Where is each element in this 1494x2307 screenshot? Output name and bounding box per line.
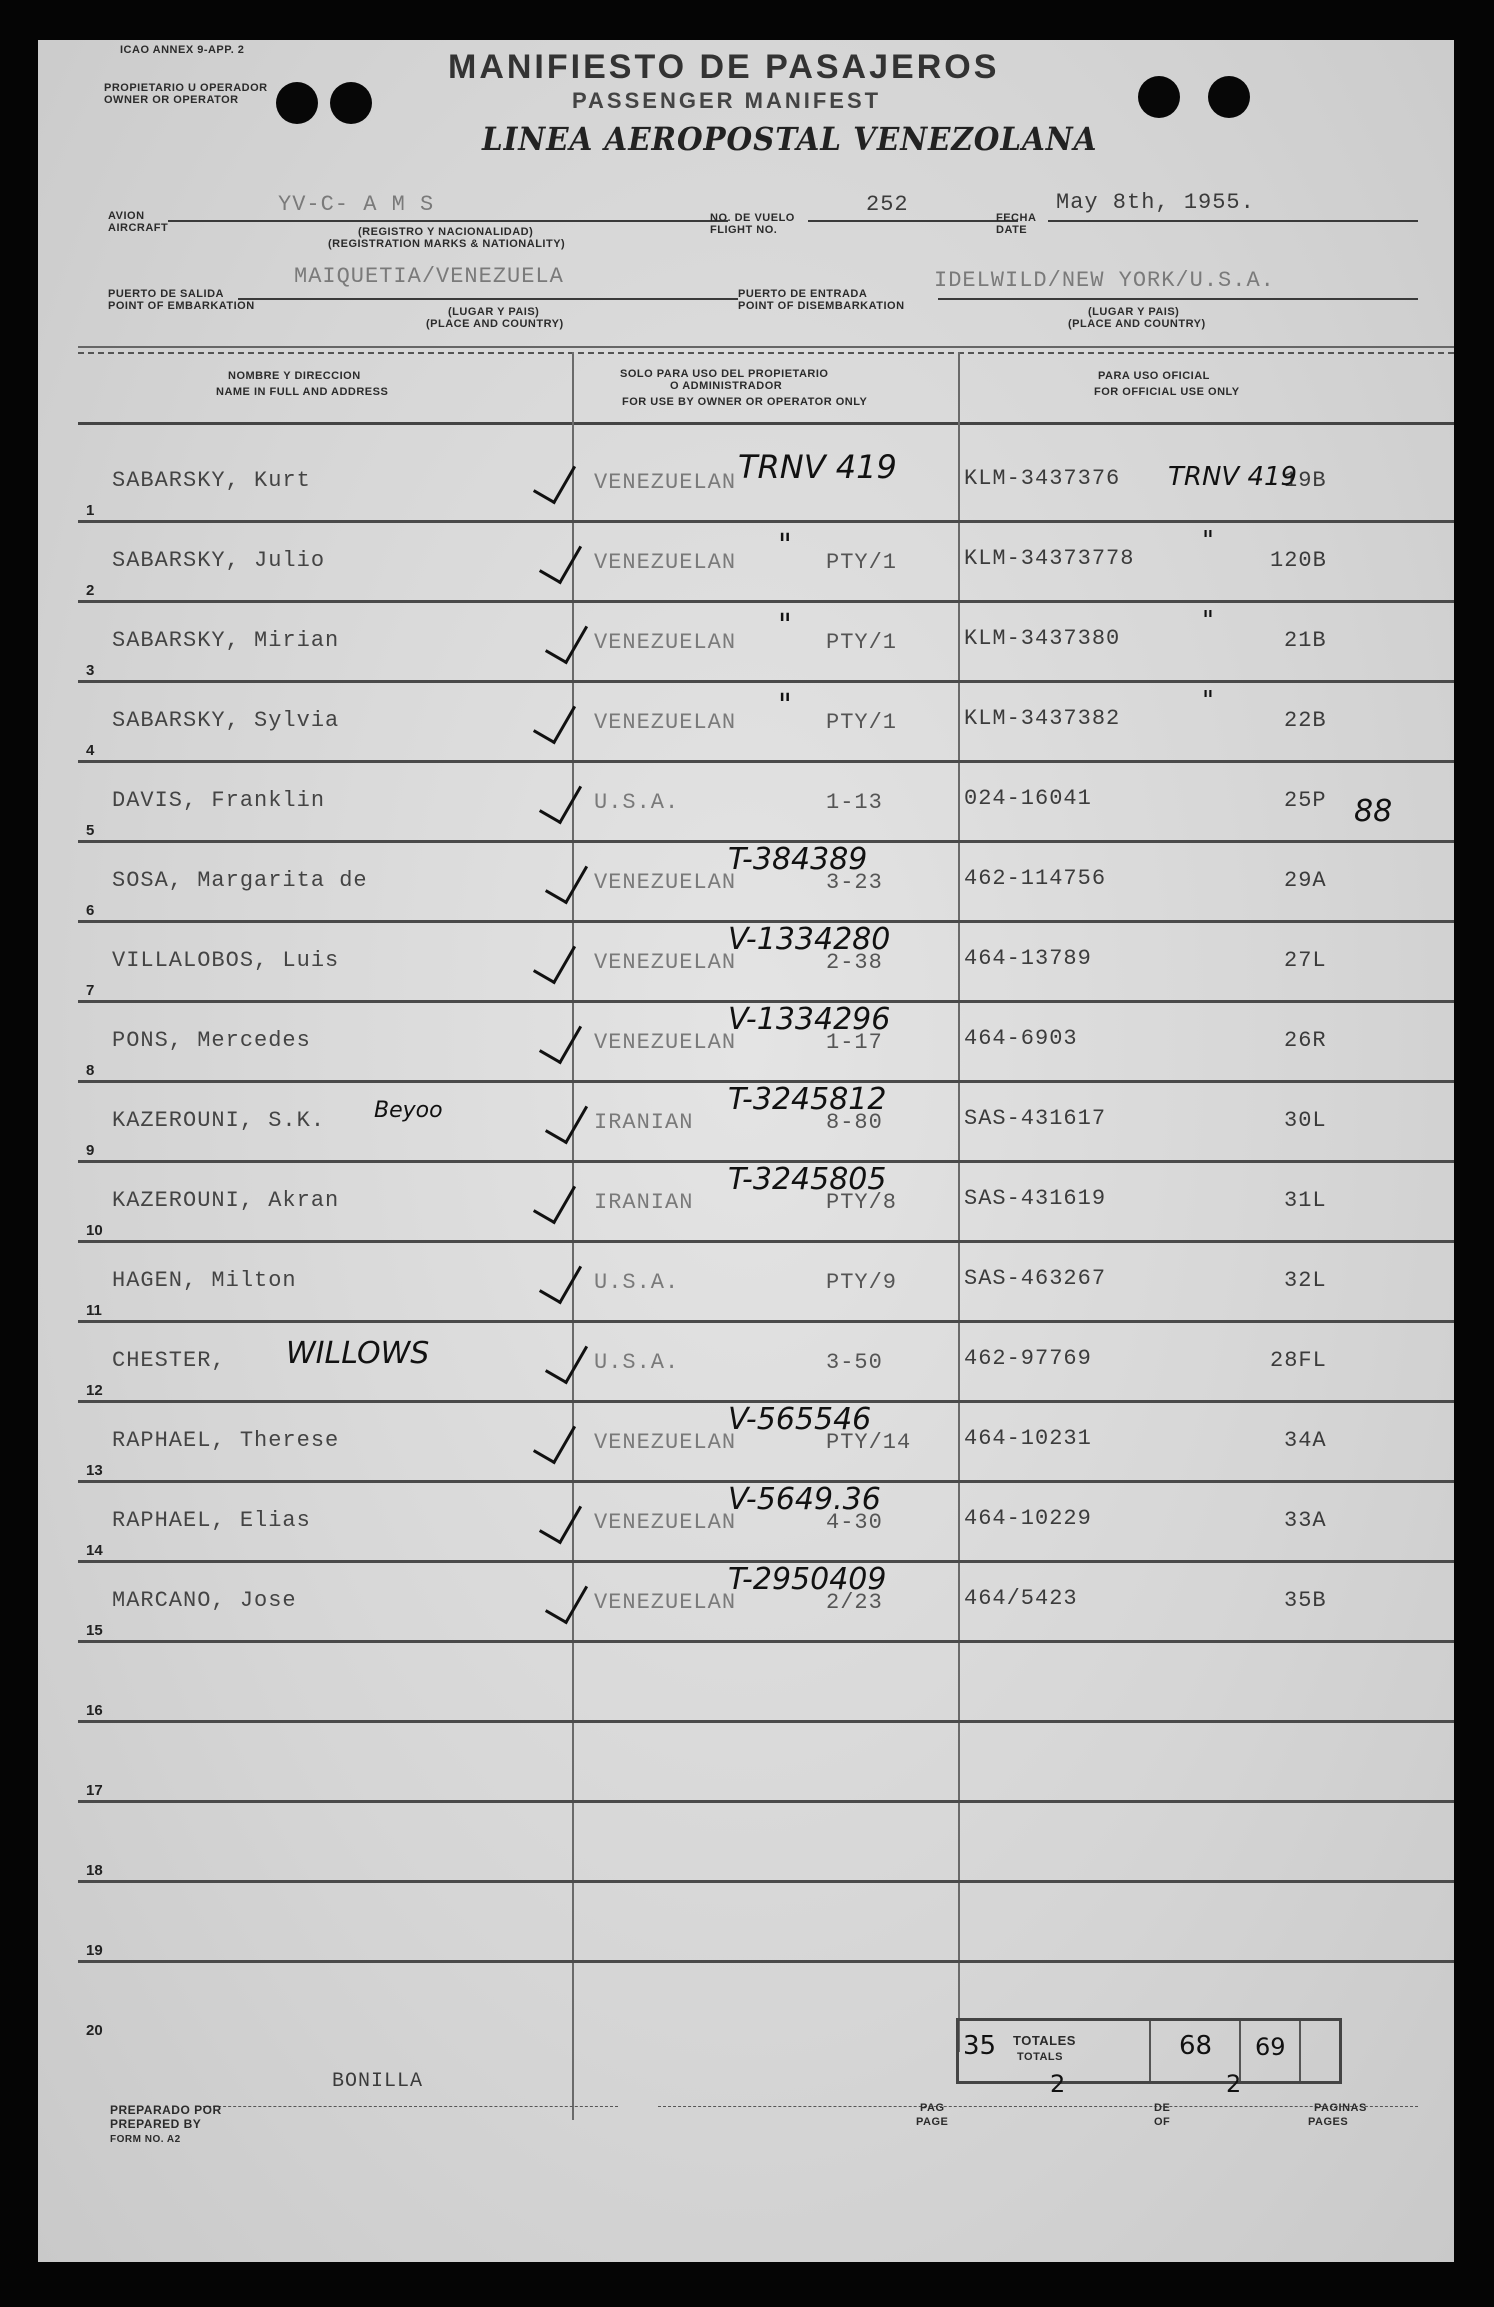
disembark-value: IDELWILD/NEW YORK/U.S.A.	[934, 268, 1275, 293]
airline-name: LINEA AEROPOSTAL VENEZOLANA	[482, 120, 1098, 158]
row-number: 7	[86, 982, 95, 999]
document-code: 8-80	[826, 1110, 883, 1135]
document-code: 2/23	[826, 1590, 883, 1615]
row-number: 1	[86, 502, 95, 519]
check-mark	[539, 1255, 582, 1305]
ticket-number: KLM-3437376	[964, 466, 1121, 491]
passenger-nationality: VENEZUELAN	[594, 470, 737, 495]
disembark-label-en: POINT OF DISEMBARKATION	[738, 300, 905, 312]
flight-value: 252	[866, 192, 909, 217]
passenger-name: HAGEN, Milton	[112, 1268, 297, 1293]
ticket-number: 464-10231	[964, 1426, 1092, 1451]
ticket-number: KLM-3437380	[964, 626, 1121, 651]
side-note: 88	[1354, 794, 1393, 829]
passenger-name: SABARSKY, Kurt	[112, 468, 311, 493]
punch-hole	[330, 82, 372, 124]
row-divider	[78, 600, 1454, 603]
row-number: 2	[86, 582, 95, 599]
document-code: 1-13	[826, 790, 883, 815]
prepared-label-en: PREPARED BY	[110, 2117, 202, 2131]
seat-number: 28FL	[1270, 1348, 1327, 1373]
of-value: 2	[1226, 2070, 1242, 2098]
row-divider	[78, 1960, 1454, 1963]
handwritten-note: V-565546	[728, 1402, 872, 1437]
passenger-nationality: VENEZUELAN	[594, 550, 737, 575]
seat-number: 22B	[1284, 708, 1327, 733]
total-a: 35	[963, 2031, 997, 2061]
aircraft-sub-es: (REGISTRO Y NACIONALIDAD)	[358, 226, 534, 238]
preparer-name: BONILLA	[332, 2070, 424, 2093]
handwritten-note: WILLOWS	[286, 1336, 430, 1371]
row-number: 20	[86, 2022, 103, 2039]
row-divider	[78, 1880, 1454, 1883]
total-c: 69	[1255, 2033, 1286, 2061]
pages-label-es: PAGINAS	[1314, 2102, 1367, 2114]
check-mark	[539, 775, 582, 825]
handwritten-note: "	[778, 528, 792, 563]
row-number: 5	[86, 822, 95, 839]
handwritten-note: "	[778, 608, 792, 643]
row-number: 8	[86, 1062, 95, 1079]
passenger-nationality: VENEZUELAN	[594, 710, 737, 735]
aircraft-label-es: AVION	[108, 210, 145, 222]
page-value: 2	[1050, 2070, 1066, 2098]
passenger-nationality: IRANIAN	[594, 1190, 694, 1215]
row-number: 9	[86, 1142, 95, 1159]
check-mark	[539, 1015, 582, 1065]
totals-label-en: TOTALS	[1017, 2051, 1063, 2063]
handwritten-note: "	[1202, 526, 1214, 556]
document-code: 3-50	[826, 1350, 883, 1375]
punch-hole	[1208, 76, 1250, 118]
row-divider	[78, 1720, 1454, 1723]
ticket-number: 464-13789	[964, 946, 1092, 971]
date-label-en: DATE	[996, 224, 1028, 236]
row-divider	[78, 760, 1454, 763]
check-mark	[533, 695, 576, 745]
passenger-nationality: U.S.A.	[594, 1350, 680, 1375]
embark-label-es: PUERTO DE SALIDA	[108, 288, 224, 300]
title-en: PASSENGER MANIFEST	[572, 88, 882, 113]
handwritten-note: "	[778, 688, 792, 723]
passenger-name: SABARSKY, Sylvia	[112, 708, 340, 733]
pages-label-en: PAGES	[1308, 2116, 1349, 2128]
punch-hole	[1138, 76, 1180, 118]
document-code: 1-17	[826, 1030, 883, 1055]
handwritten-note: V-1334296	[728, 1002, 891, 1037]
check-mark	[539, 1495, 582, 1545]
passenger-nationality: VENEZUELAN	[594, 1430, 737, 1455]
seat-number: 34A	[1284, 1428, 1327, 1453]
owner-label-es: PROPIETARIO U OPERADOR	[104, 82, 268, 94]
ticket-number: SAS-431617	[964, 1106, 1107, 1131]
passenger-name: DAVIS, Franklin	[112, 788, 326, 813]
check-mark	[545, 1575, 588, 1625]
manifest-paper	[38, 40, 1454, 2262]
passenger-name: SABARSKY, Mirian	[112, 628, 340, 653]
form-code: ICAO ANNEX 9-APP. 2	[120, 44, 245, 56]
check-mark	[533, 455, 576, 505]
passenger-nationality: VENEZUELAN	[594, 1590, 737, 1615]
row-divider	[78, 1800, 1454, 1803]
seat-number: 21B	[1284, 628, 1327, 653]
embark-value: MAIQUETIA/VENEZUELA	[294, 264, 564, 289]
handwritten-note: "	[1202, 686, 1214, 716]
aircraft-value: YV-C- A M S	[278, 192, 435, 217]
handwritten-note: V-5649.36	[728, 1482, 881, 1517]
ticket-number: KLM-34373778	[964, 546, 1135, 571]
row-number: 11	[86, 1302, 102, 1319]
row-divider	[78, 1320, 1454, 1323]
document-code: PTY/8	[826, 1190, 898, 1215]
col-owner-es2: O ADMINISTRADOR	[670, 380, 783, 392]
check-mark	[545, 1335, 588, 1385]
seat-number: 25P	[1284, 788, 1327, 813]
embark-sub-es: (LUGAR Y PAIS)	[448, 306, 540, 318]
check-mark	[533, 935, 576, 985]
date-value: May 8th, 1955.	[1056, 190, 1255, 215]
page-label-en: PAGE	[916, 2116, 949, 2128]
row-number: 19	[86, 1942, 103, 1959]
row-number: 13	[86, 1462, 103, 1479]
ticket-number: 462-114756	[964, 866, 1107, 891]
col-owner-es1: SOLO PARA USO DEL PROPIETARIO	[620, 368, 829, 380]
row-divider	[78, 680, 1454, 683]
seat-number: 35B	[1284, 1588, 1327, 1613]
seat-number: 27L	[1284, 948, 1327, 973]
ticket-number: 464-6903	[964, 1026, 1078, 1051]
ticket-number: SAS-431619	[964, 1186, 1107, 1211]
seat-number: 30L	[1284, 1108, 1327, 1133]
row-number: 10	[86, 1222, 103, 1239]
handwritten-note: V-1334280	[728, 922, 891, 957]
row-number: 3	[86, 662, 95, 679]
embark-sub-en: (PLACE AND COUNTRY)	[426, 318, 564, 330]
col-official-en: FOR OFFICIAL USE ONLY	[1094, 386, 1240, 398]
row-number: 15	[86, 1622, 103, 1639]
date-label-es: FECHA	[996, 212, 1037, 224]
totals-label-es: TOTALES	[1013, 2033, 1076, 2048]
document-code: PTY/1	[826, 630, 898, 655]
passenger-nationality: VENEZUELAN	[594, 1510, 737, 1535]
handwritten-note: T-2950409	[728, 1562, 887, 1597]
passenger-name: MARCANO, Jose	[112, 1588, 297, 1613]
check-mark	[545, 1095, 588, 1145]
passenger-name: RAPHAEL, Therese	[112, 1428, 340, 1453]
document-code: PTY/14	[826, 1430, 912, 1455]
row-divider	[78, 1240, 1454, 1243]
row-number: 16	[86, 1702, 103, 1719]
owner-label-en: OWNER OR OPERATOR	[104, 94, 239, 106]
document-code: 3-23	[826, 870, 883, 895]
seat-number: 32L	[1284, 1268, 1327, 1293]
embark-label-en: POINT OF EMBARKATION	[108, 300, 255, 312]
disembark-sub-en: (PLACE AND COUNTRY)	[1068, 318, 1206, 330]
seat-number: 33A	[1284, 1508, 1327, 1533]
row-number: 18	[86, 1862, 103, 1879]
handwritten-note: TRNV 419	[738, 448, 897, 486]
passenger-nationality: VENEZUELAN	[594, 950, 737, 975]
passenger-name: RAPHAEL, Elias	[112, 1508, 311, 1533]
passenger-nationality: U.S.A.	[594, 790, 680, 815]
seat-number: 19B	[1284, 468, 1327, 493]
row-number: 4	[86, 742, 95, 759]
passenger-nationality: VENEZUELAN	[594, 870, 737, 895]
col-name-es: NOMBRE Y DIRECCION	[228, 370, 361, 382]
ticket-number: 462-97769	[964, 1346, 1092, 1371]
disembark-sub-es: (LUGAR Y PAIS)	[1088, 306, 1180, 318]
passenger-nationality: IRANIAN	[594, 1110, 694, 1135]
document-code: PTY/1	[826, 550, 898, 575]
flight-label-es: NO. DE VUELO	[710, 212, 795, 224]
document-code: PTY/1	[826, 710, 898, 735]
col-official-es: PARA USO OFICIAL	[1098, 370, 1210, 382]
punch-hole	[276, 82, 318, 124]
row-number: 14	[86, 1542, 103, 1559]
flight-label-en: FLIGHT NO.	[710, 224, 778, 236]
row-divider	[78, 1640, 1454, 1643]
ticket-number: 024-16041	[964, 786, 1092, 811]
ticket-number: SAS-463267	[964, 1266, 1107, 1291]
check-mark	[545, 615, 588, 665]
of-label-en: OF	[1154, 2116, 1171, 2128]
document-code: PTY/9	[826, 1270, 898, 1295]
passenger-name: SOSA, Margarita de	[112, 868, 368, 893]
passenger-nationality: VENEZUELAN	[594, 1030, 737, 1055]
title-es: MANIFIESTO DE PASAJEROS	[448, 48, 1000, 86]
prepared-label-es: PREPARADO POR	[110, 2103, 222, 2117]
handwritten-note: "	[1202, 606, 1214, 636]
document-code: 4-30	[826, 1510, 883, 1535]
handwritten-note: TRNV 419	[1168, 462, 1298, 492]
row-number: 12	[86, 1382, 103, 1399]
passenger-nationality: U.S.A.	[594, 1270, 680, 1295]
passenger-name: CHESTER,	[112, 1348, 226, 1373]
passenger-name: PONS, Mercedes	[112, 1028, 311, 1053]
handwritten-note: T-3245812	[728, 1082, 887, 1117]
row-number: 17	[86, 1782, 103, 1799]
document-code: 2-38	[826, 950, 883, 975]
seat-number: 31L	[1284, 1188, 1327, 1213]
total-b: 68	[1179, 2031, 1213, 2061]
ticket-number: KLM-3437382	[964, 706, 1121, 731]
of-label-es: DE	[1154, 2102, 1171, 2114]
handwritten-note: T-384389	[728, 842, 868, 877]
check-mark	[539, 535, 582, 585]
aircraft-sub-en: (REGISTRATION MARKS & NATIONALITY)	[328, 238, 566, 250]
passenger-name: KAZEROUNI, S.K.	[112, 1108, 326, 1133]
check-mark	[533, 1415, 576, 1465]
ticket-number: 464/5423	[964, 1586, 1078, 1611]
seat-number: 120B	[1270, 548, 1327, 573]
seat-number: 29A	[1284, 868, 1327, 893]
handwritten-note: Beyoo	[374, 1098, 443, 1123]
check-mark	[533, 1175, 576, 1225]
col-owner-en: FOR USE BY OWNER OR OPERATOR ONLY	[622, 396, 868, 408]
disembark-label-es: PUERTO DE ENTRADA	[738, 288, 868, 300]
check-mark	[545, 855, 588, 905]
page-label-es: PAG	[920, 2102, 945, 2114]
handwritten-note: T-3245805	[728, 1162, 887, 1197]
totals-box	[956, 2018, 1342, 2084]
seat-number: 26R	[1284, 1028, 1327, 1053]
passenger-nationality: VENEZUELAN	[594, 630, 737, 655]
ticket-number: 464-10229	[964, 1506, 1092, 1531]
aircraft-label-en: AIRCRAFT	[108, 222, 169, 234]
row-number: 6	[86, 902, 95, 919]
passenger-name: KAZEROUNI, Akran	[112, 1188, 340, 1213]
form-number: FORM NO. A2	[110, 2134, 181, 2145]
passenger-name: VILLALOBOS, Luis	[112, 948, 340, 973]
row-divider	[78, 520, 1454, 523]
col-name-en: NAME IN FULL AND ADDRESS	[216, 386, 389, 398]
passenger-name: SABARSKY, Julio	[112, 548, 326, 573]
